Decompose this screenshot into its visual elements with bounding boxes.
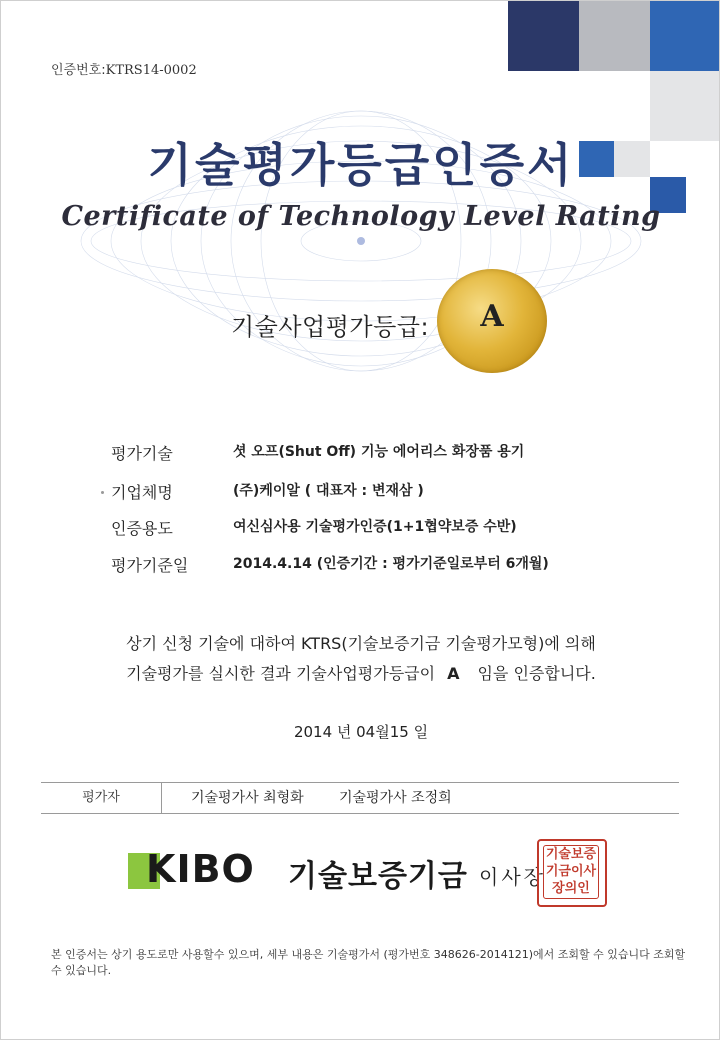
certificate-number: [51, 59, 197, 78]
grade-value: A: [480, 299, 504, 334]
info-value: (주)케이알 ( 대표자 : 변재삼 ): [233, 483, 424, 499]
grade-label: 기술사업평가등급:: [231, 313, 430, 341]
logo-text: KIBO: [146, 847, 255, 891]
title-english: Certificate of Technology Level Rating: [61, 201, 661, 232]
issuer-name: 기술보증기금: [288, 859, 468, 894]
info-value: 셧 오프(Shut Off) 기능 에어리스 화장품 용기: [233, 444, 525, 460]
grade-medal: [437, 269, 547, 373]
certificate-number-label: 인증번호:: [51, 63, 106, 78]
statement-line-2: [1, 659, 720, 689]
decor-square-blue: [650, 1, 720, 71]
info-value: 2014.4.14 (인증기간 : 평가기준일로부터 6개월): [233, 556, 549, 572]
chairman-title: 이사장: [479, 865, 546, 889]
info-row-company: [1, 480, 720, 510]
info-label: 평가기술: [111, 444, 173, 463]
seal-text: 기술보증기금이사장의인: [543, 845, 599, 899]
info-label: 평가기준일: [111, 556, 189, 575]
decor-square-navy: [508, 1, 579, 71]
statement: [1, 629, 720, 689]
info-label: 기업체명: [111, 483, 173, 502]
official-seal: [537, 839, 607, 907]
info-row-purpose: [1, 516, 720, 546]
decor-square-gray: [579, 1, 650, 71]
evaluator-table: [41, 782, 679, 814]
evaluator-header: 평가자: [41, 783, 162, 813]
footnote: 본 인증서는 상기 용도로만 사용할수 있으며, 세부 내용은 기술평가서 (평가번호 348626-2014121)에서 조회할 수 있습니다 조회할 수 있습니다.: [51, 948, 686, 977]
evaluator-name-1: 기술평가사 최형화: [191, 790, 304, 806]
statement-grade: A: [447, 664, 460, 683]
certificate-number-value: KTRS14-0002: [105, 63, 197, 78]
issue-date: 2014 년 04월15 일: [293, 723, 429, 741]
title-korean: 기술평가등급인증서: [147, 138, 575, 192]
info-label: 인증용도: [111, 519, 173, 538]
statement-line-1: 상기 신청 기술에 대하여 KTRS(기술보증기금 기술평가모형)에 의해: [126, 634, 596, 653]
info-value: 여신심사용 기술평가인증(1+1협약보증 수반): [233, 519, 517, 535]
evaluator-name-2: 기술평가사 조정희: [339, 790, 452, 806]
info-row-base-date: [1, 553, 720, 583]
info-row-technology: [1, 441, 720, 471]
statement-line-2-post: 임을 인증합니다.: [477, 664, 596, 683]
statement-line-2-pre: 기술평가를 실시한 결과 기술사업평가등급이: [126, 664, 436, 683]
